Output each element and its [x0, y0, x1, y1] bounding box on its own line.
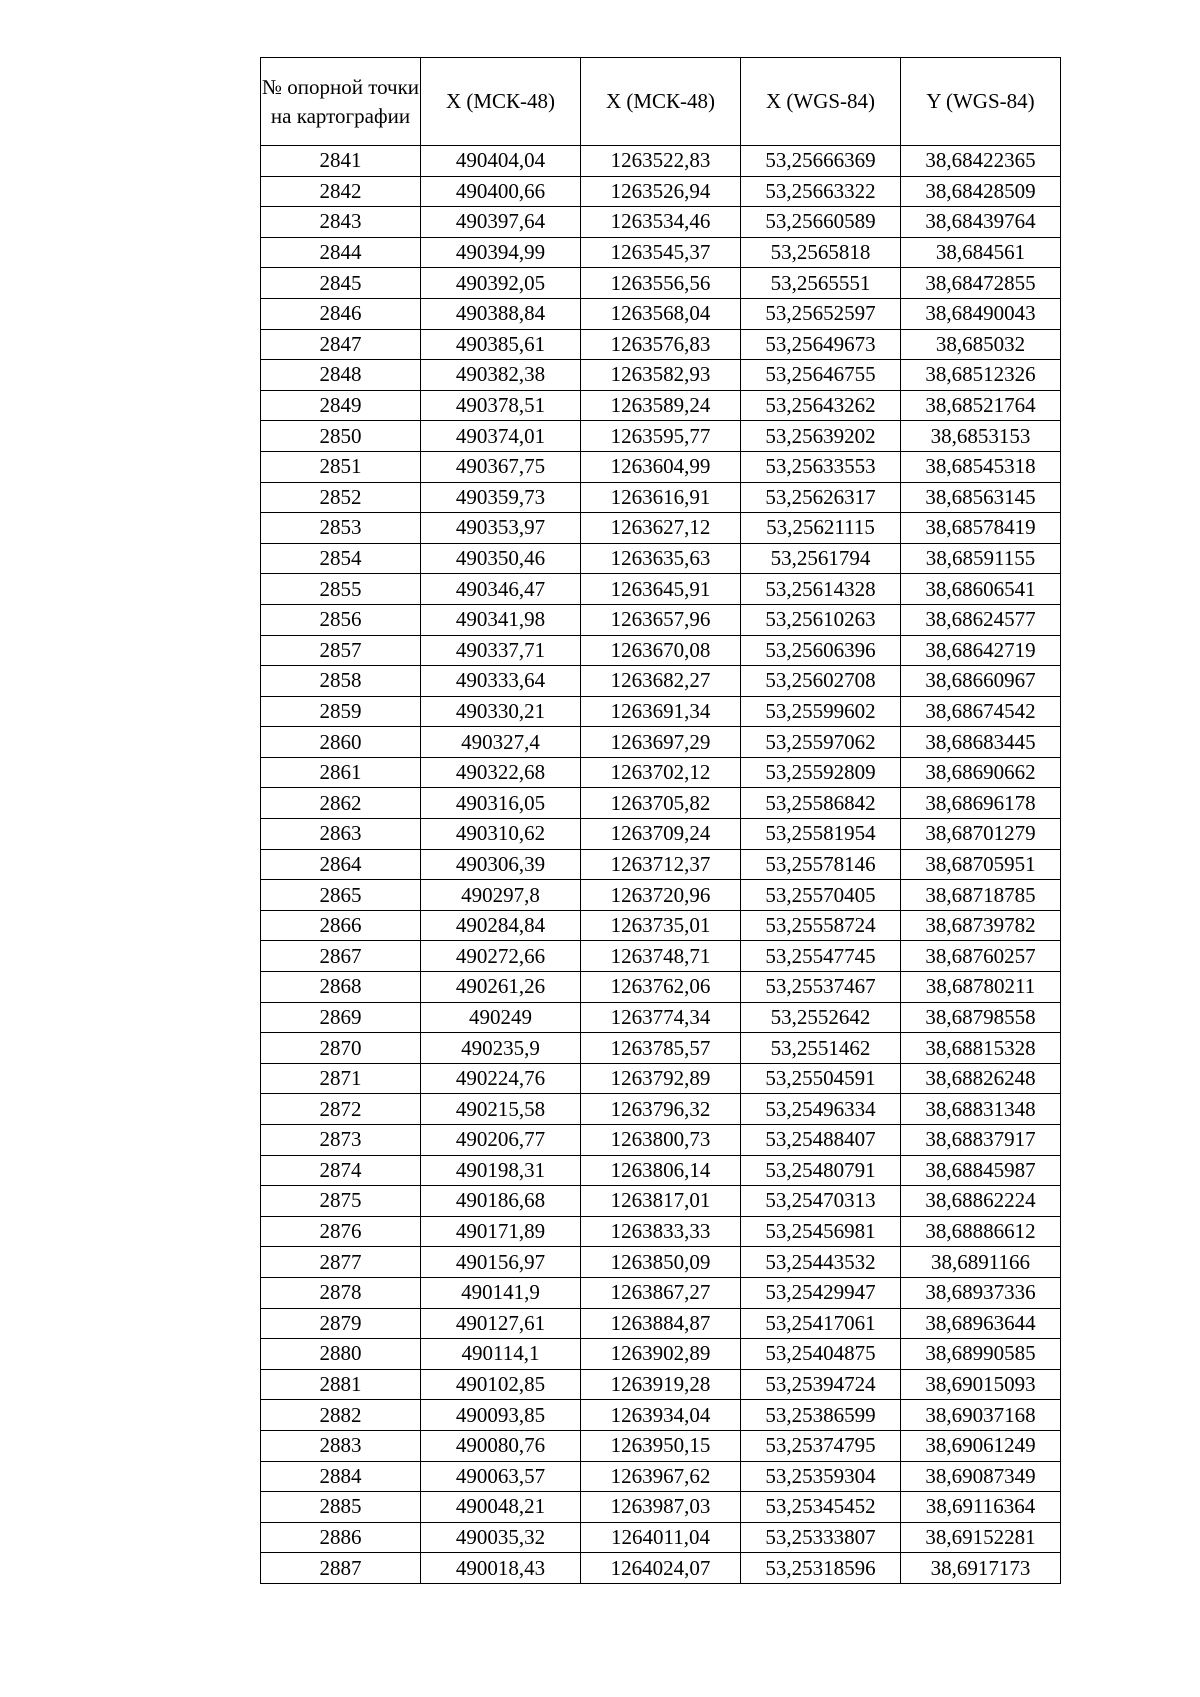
cell-y-wgs84: 38,68739782 — [901, 910, 1061, 941]
cell-y-wgs84: 38,68472855 — [901, 268, 1061, 299]
table-row — [261, 1186, 1061, 1217]
table-row — [261, 1308, 1061, 1339]
cell-x-msk48: 490156,97 — [421, 1247, 581, 1278]
cell-y-wgs84: 38,68642719 — [901, 635, 1061, 666]
cell-x-msk48-second: 1263534,46 — [581, 207, 741, 238]
cell-y-wgs84: 38,68563145 — [901, 482, 1061, 513]
table-row — [261, 268, 1061, 299]
cell-x-msk48-second: 1263902,89 — [581, 1339, 741, 1370]
cell-x-wgs84: 53,25345452 — [741, 1492, 901, 1523]
cell-y-wgs84: 38,68591155 — [901, 543, 1061, 574]
table-row — [261, 513, 1061, 544]
cell-y-wgs84: 38,68428509 — [901, 176, 1061, 207]
cell-x-msk48-second: 1263884,87 — [581, 1308, 741, 1339]
cell-x-msk48: 490102,85 — [421, 1369, 581, 1400]
cell-x-msk48: 490048,21 — [421, 1492, 581, 1523]
cell-point-number: 2848 — [261, 360, 421, 391]
cell-x-wgs84: 53,25586842 — [741, 788, 901, 819]
cell-x-msk48-second: 1263582,93 — [581, 360, 741, 391]
cell-y-wgs84: 38,68439764 — [901, 207, 1061, 238]
cell-point-number: 2886 — [261, 1522, 421, 1553]
cell-x-msk48-second: 1263526,94 — [581, 176, 741, 207]
table-row — [261, 635, 1061, 666]
cell-x-msk48-second: 1263556,56 — [581, 268, 741, 299]
cell-y-wgs84: 38,69152281 — [901, 1522, 1061, 1553]
table-body — [261, 146, 1061, 1584]
cell-x-msk48-second: 1263589,24 — [581, 390, 741, 421]
cell-y-wgs84: 38,68578419 — [901, 513, 1061, 544]
cell-point-number: 2844 — [261, 237, 421, 268]
cell-x-wgs84: 53,2552642 — [741, 1002, 901, 1033]
cell-y-wgs84: 38,68780211 — [901, 972, 1061, 1003]
table-row — [261, 880, 1061, 911]
cell-y-wgs84: 38,68701279 — [901, 819, 1061, 850]
cell-y-wgs84: 38,684561 — [901, 237, 1061, 268]
cell-y-wgs84: 38,68760257 — [901, 941, 1061, 972]
cell-x-wgs84: 53,25558724 — [741, 910, 901, 941]
cell-x-msk48: 490346,47 — [421, 574, 581, 605]
cell-x-msk48: 490327,4 — [421, 727, 581, 758]
table-row — [261, 1002, 1061, 1033]
cell-point-number: 2845 — [261, 268, 421, 299]
cell-x-msk48-second: 1263762,06 — [581, 972, 741, 1003]
cell-x-wgs84: 53,25633553 — [741, 451, 901, 482]
cell-x-msk48: 490063,57 — [421, 1461, 581, 1492]
cell-point-number: 2861 — [261, 757, 421, 788]
cell-x-msk48-second: 1263657,96 — [581, 604, 741, 635]
cell-x-msk48-second: 1263682,27 — [581, 666, 741, 697]
cell-x-msk48-second: 1263576,83 — [581, 329, 741, 360]
cell-x-msk48: 490114,1 — [421, 1339, 581, 1370]
cell-x-wgs84: 53,25480791 — [741, 1155, 901, 1186]
cell-x-msk48-second: 1263867,27 — [581, 1277, 741, 1308]
cell-x-msk48-second: 1263568,04 — [581, 298, 741, 329]
cell-y-wgs84: 38,68512326 — [901, 360, 1061, 391]
cell-point-number: 2841 — [261, 146, 421, 177]
cell-y-wgs84: 38,68422365 — [901, 146, 1061, 177]
cell-point-number: 2874 — [261, 1155, 421, 1186]
cell-x-wgs84: 53,25646755 — [741, 360, 901, 391]
table-row — [261, 727, 1061, 758]
cell-x-msk48: 490316,05 — [421, 788, 581, 819]
table-row — [261, 237, 1061, 268]
cell-x-wgs84: 53,25443532 — [741, 1247, 901, 1278]
cell-y-wgs84: 38,69015093 — [901, 1369, 1061, 1400]
table-row — [261, 1216, 1061, 1247]
cell-x-msk48-second: 1264011,04 — [581, 1522, 741, 1553]
cell-point-number: 2850 — [261, 421, 421, 452]
cell-x-msk48-second: 1263522,83 — [581, 146, 741, 177]
cell-x-wgs84: 53,25643262 — [741, 390, 901, 421]
cell-x-msk48-second: 1263616,91 — [581, 482, 741, 513]
cell-point-number: 2846 — [261, 298, 421, 329]
cell-x-wgs84: 53,25429947 — [741, 1277, 901, 1308]
cell-x-msk48-second: 1263702,12 — [581, 757, 741, 788]
table-row — [261, 1277, 1061, 1308]
cell-y-wgs84: 38,68696178 — [901, 788, 1061, 819]
cell-y-wgs84: 38,68674542 — [901, 696, 1061, 727]
table-row — [261, 482, 1061, 513]
cell-x-msk48-second: 1263987,03 — [581, 1492, 741, 1523]
cell-y-wgs84: 38,68705951 — [901, 849, 1061, 880]
cell-point-number: 2852 — [261, 482, 421, 513]
cell-point-number: 2860 — [261, 727, 421, 758]
table-row — [261, 298, 1061, 329]
cell-y-wgs84: 38,6853153 — [901, 421, 1061, 452]
cell-x-msk48-second: 1263748,71 — [581, 941, 741, 972]
cell-y-wgs84: 38,68886612 — [901, 1216, 1061, 1247]
table-header-row — [261, 58, 1061, 146]
cell-y-wgs84: 38,68798558 — [901, 1002, 1061, 1033]
cell-point-number: 2873 — [261, 1125, 421, 1156]
cell-x-msk48-second: 1263705,82 — [581, 788, 741, 819]
cell-x-wgs84: 53,25581954 — [741, 819, 901, 850]
cell-x-wgs84: 53,25660589 — [741, 207, 901, 238]
cell-x-msk48: 490080,76 — [421, 1430, 581, 1461]
table-row — [261, 1461, 1061, 1492]
cell-x-msk48-second: 1263720,96 — [581, 880, 741, 911]
cell-x-msk48: 490206,77 — [421, 1125, 581, 1156]
cell-x-msk48: 490378,51 — [421, 390, 581, 421]
cell-point-number: 2849 — [261, 390, 421, 421]
cell-x-wgs84: 53,2561794 — [741, 543, 901, 574]
table-row — [261, 543, 1061, 574]
cell-x-msk48-second: 1263712,37 — [581, 849, 741, 880]
cell-x-msk48-second: 1263806,14 — [581, 1155, 741, 1186]
cell-x-wgs84: 53,25359304 — [741, 1461, 901, 1492]
cell-x-wgs84: 53,25602708 — [741, 666, 901, 697]
table-row — [261, 1033, 1061, 1064]
cell-x-wgs84: 53,25626317 — [741, 482, 901, 513]
cell-x-msk48: 490272,66 — [421, 941, 581, 972]
table-row — [261, 1125, 1061, 1156]
cell-point-number: 2842 — [261, 176, 421, 207]
cell-x-wgs84: 53,25639202 — [741, 421, 901, 452]
cell-point-number: 2862 — [261, 788, 421, 819]
cell-y-wgs84: 38,69087349 — [901, 1461, 1061, 1492]
table-row — [261, 972, 1061, 1003]
table-row — [261, 207, 1061, 238]
cell-x-msk48: 490261,26 — [421, 972, 581, 1003]
coordinates-table — [260, 57, 1061, 1584]
cell-x-msk48-second: 1263691,34 — [581, 696, 741, 727]
cell-point-number: 2866 — [261, 910, 421, 941]
cell-y-wgs84: 38,6917173 — [901, 1553, 1061, 1584]
table-row — [261, 1094, 1061, 1125]
table-row — [261, 1369, 1061, 1400]
cell-y-wgs84: 38,685032 — [901, 329, 1061, 360]
cell-x-msk48: 490235,9 — [421, 1033, 581, 1064]
cell-x-msk48-second: 1263792,89 — [581, 1063, 741, 1094]
cell-y-wgs84: 38,68937336 — [901, 1277, 1061, 1308]
cell-point-number: 2863 — [261, 819, 421, 850]
cell-x-msk48-second: 1263800,73 — [581, 1125, 741, 1156]
table-row — [261, 1247, 1061, 1278]
cell-x-wgs84: 53,25488407 — [741, 1125, 901, 1156]
cell-x-wgs84: 53,25606396 — [741, 635, 901, 666]
cell-y-wgs84: 38,68837917 — [901, 1125, 1061, 1156]
cell-x-wgs84: 53,2565818 — [741, 237, 901, 268]
cell-x-msk48-second: 1263967,62 — [581, 1461, 741, 1492]
cell-x-wgs84: 53,2565551 — [741, 268, 901, 299]
cell-point-number: 2885 — [261, 1492, 421, 1523]
table-row — [261, 146, 1061, 177]
cell-point-number: 2881 — [261, 1369, 421, 1400]
cell-x-wgs84: 53,25614328 — [741, 574, 901, 605]
cell-point-number: 2858 — [261, 666, 421, 697]
cell-x-wgs84: 53,25537467 — [741, 972, 901, 1003]
table-row — [261, 176, 1061, 207]
cell-x-msk48: 490171,89 — [421, 1216, 581, 1247]
cell-x-msk48: 490284,84 — [421, 910, 581, 941]
table-row — [261, 849, 1061, 880]
cell-x-msk48: 490035,32 — [421, 1522, 581, 1553]
cell-x-msk48: 490400,66 — [421, 176, 581, 207]
table-row — [261, 1155, 1061, 1186]
cell-point-number: 2865 — [261, 880, 421, 911]
cell-x-msk48: 490093,85 — [421, 1400, 581, 1431]
cell-x-wgs84: 53,25578146 — [741, 849, 901, 880]
cell-y-wgs84: 38,68815328 — [901, 1033, 1061, 1064]
table-row — [261, 451, 1061, 482]
table-row — [261, 941, 1061, 972]
cell-x-msk48: 490341,98 — [421, 604, 581, 635]
cell-x-msk48-second: 1263627,12 — [581, 513, 741, 544]
table-row — [261, 574, 1061, 605]
cell-x-msk48-second: 1263604,99 — [581, 451, 741, 482]
cell-x-wgs84: 53,25404875 — [741, 1339, 901, 1370]
table-row — [261, 788, 1061, 819]
cell-x-msk48: 490337,71 — [421, 635, 581, 666]
cell-point-number: 2876 — [261, 1216, 421, 1247]
cell-x-msk48: 490186,68 — [421, 1186, 581, 1217]
cell-y-wgs84: 38,69037168 — [901, 1400, 1061, 1431]
table-row — [261, 360, 1061, 391]
cell-x-msk48: 490382,38 — [421, 360, 581, 391]
cell-x-msk48-second: 1263774,34 — [581, 1002, 741, 1033]
cell-x-msk48-second: 1263635,63 — [581, 543, 741, 574]
cell-x-msk48: 490374,01 — [421, 421, 581, 452]
table-row — [261, 757, 1061, 788]
cell-y-wgs84: 38,68606541 — [901, 574, 1061, 605]
cell-x-msk48-second: 1263545,37 — [581, 237, 741, 268]
cell-x-msk48-second: 1263735,01 — [581, 910, 741, 941]
cell-y-wgs84: 38,68963644 — [901, 1308, 1061, 1339]
cell-point-number: 2864 — [261, 849, 421, 880]
cell-x-msk48: 490359,73 — [421, 482, 581, 513]
table-row — [261, 604, 1061, 635]
cell-point-number: 2883 — [261, 1430, 421, 1461]
cell-x-msk48: 490404,04 — [421, 146, 581, 177]
table-row — [261, 421, 1061, 452]
cell-x-msk48-second: 1263709,24 — [581, 819, 741, 850]
cell-x-wgs84: 53,25504591 — [741, 1063, 901, 1094]
cell-x-wgs84: 53,25496334 — [741, 1094, 901, 1125]
cell-y-wgs84: 38,69116364 — [901, 1492, 1061, 1523]
cell-point-number: 2870 — [261, 1033, 421, 1064]
header-point-number: № опорной точки на картографии — [261, 58, 421, 146]
header-y-wgs84: Y (WGS-84) — [901, 58, 1061, 146]
cell-point-number: 2868 — [261, 972, 421, 1003]
cell-x-wgs84: 53,25621115 — [741, 513, 901, 544]
cell-point-number: 2856 — [261, 604, 421, 635]
cell-x-msk48-second: 1263919,28 — [581, 1369, 741, 1400]
cell-point-number: 2851 — [261, 451, 421, 482]
cell-x-msk48-second: 1263950,15 — [581, 1430, 741, 1461]
cell-x-msk48: 490322,68 — [421, 757, 581, 788]
cell-x-msk48-second: 1263796,32 — [581, 1094, 741, 1125]
cell-x-msk48: 490306,39 — [421, 849, 581, 880]
cell-y-wgs84: 38,6891166 — [901, 1247, 1061, 1278]
cell-y-wgs84: 38,69061249 — [901, 1430, 1061, 1461]
cell-x-wgs84: 53,25592809 — [741, 757, 901, 788]
cell-y-wgs84: 38,68660967 — [901, 666, 1061, 697]
cell-x-wgs84: 53,25610263 — [741, 604, 901, 635]
cell-y-wgs84: 38,68831348 — [901, 1094, 1061, 1125]
cell-point-number: 2859 — [261, 696, 421, 727]
cell-x-wgs84: 53,25333807 — [741, 1522, 901, 1553]
cell-point-number: 2867 — [261, 941, 421, 972]
table-row — [261, 1553, 1061, 1584]
cell-x-msk48-second: 1263697,29 — [581, 727, 741, 758]
cell-x-msk48: 490333,64 — [421, 666, 581, 697]
cell-x-wgs84: 53,25318596 — [741, 1553, 901, 1584]
cell-point-number: 2871 — [261, 1063, 421, 1094]
cell-point-number: 2882 — [261, 1400, 421, 1431]
cell-y-wgs84: 38,68718785 — [901, 880, 1061, 911]
cell-x-wgs84: 53,25456981 — [741, 1216, 901, 1247]
cell-x-wgs84: 53,25649673 — [741, 329, 901, 360]
cell-x-msk48-second: 1263850,09 — [581, 1247, 741, 1278]
cell-x-wgs84: 53,25470313 — [741, 1186, 901, 1217]
header-x-msk48-second: X (МСК-48) — [581, 58, 741, 146]
cell-y-wgs84: 38,68990585 — [901, 1339, 1061, 1370]
table-row — [261, 696, 1061, 727]
cell-x-wgs84: 53,25597062 — [741, 727, 901, 758]
cell-point-number: 2878 — [261, 1277, 421, 1308]
table-row — [261, 666, 1061, 697]
cell-point-number: 2855 — [261, 574, 421, 605]
cell-point-number: 2869 — [261, 1002, 421, 1033]
cell-x-msk48: 490330,21 — [421, 696, 581, 727]
header-x-msk48: X (МСК-48) — [421, 58, 581, 146]
table-row — [261, 329, 1061, 360]
cell-x-msk48: 490394,99 — [421, 237, 581, 268]
cell-x-msk48: 490224,76 — [421, 1063, 581, 1094]
cell-y-wgs84: 38,68690662 — [901, 757, 1061, 788]
cell-x-msk48: 490198,31 — [421, 1155, 581, 1186]
cell-y-wgs84: 38,68683445 — [901, 727, 1061, 758]
table-row — [261, 1063, 1061, 1094]
table-row — [261, 910, 1061, 941]
cell-y-wgs84: 38,68862224 — [901, 1186, 1061, 1217]
cell-x-wgs84: 53,25652597 — [741, 298, 901, 329]
cell-x-wgs84: 53,2551462 — [741, 1033, 901, 1064]
cell-x-msk48-second: 1263645,91 — [581, 574, 741, 605]
cell-x-wgs84: 53,25666369 — [741, 146, 901, 177]
cell-y-wgs84: 38,68521764 — [901, 390, 1061, 421]
cell-x-wgs84: 53,25570405 — [741, 880, 901, 911]
cell-x-msk48: 490385,61 — [421, 329, 581, 360]
cell-point-number: 2884 — [261, 1461, 421, 1492]
cell-x-msk48: 490249 — [421, 1002, 581, 1033]
cell-x-wgs84: 53,25417061 — [741, 1308, 901, 1339]
cell-x-wgs84: 53,25663322 — [741, 176, 901, 207]
cell-x-msk48: 490350,46 — [421, 543, 581, 574]
cell-x-msk48-second: 1263934,04 — [581, 1400, 741, 1431]
table-row — [261, 1522, 1061, 1553]
cell-x-msk48-second: 1263670,08 — [581, 635, 741, 666]
cell-x-msk48-second: 1263785,57 — [581, 1033, 741, 1064]
cell-x-msk48: 490018,43 — [421, 1553, 581, 1584]
cell-x-wgs84: 53,25547745 — [741, 941, 901, 972]
cell-y-wgs84: 38,68826248 — [901, 1063, 1061, 1094]
cell-point-number: 2872 — [261, 1094, 421, 1125]
cell-x-wgs84: 53,25394724 — [741, 1369, 901, 1400]
cell-x-msk48: 490392,05 — [421, 268, 581, 299]
cell-y-wgs84: 38,68845987 — [901, 1155, 1061, 1186]
cell-x-msk48: 490141,9 — [421, 1277, 581, 1308]
cell-x-wgs84: 53,25374795 — [741, 1430, 901, 1461]
table-row — [261, 819, 1061, 850]
cell-x-msk48: 490397,64 — [421, 207, 581, 238]
cell-x-msk48-second: 1264024,07 — [581, 1553, 741, 1584]
table-row — [261, 1430, 1061, 1461]
table-row — [261, 390, 1061, 421]
header-x-wgs84: X (WGS-84) — [741, 58, 901, 146]
cell-x-msk48-second: 1263833,33 — [581, 1216, 741, 1247]
cell-point-number: 2857 — [261, 635, 421, 666]
cell-y-wgs84: 38,68545318 — [901, 451, 1061, 482]
cell-point-number: 2887 — [261, 1553, 421, 1584]
cell-y-wgs84: 38,68490043 — [901, 298, 1061, 329]
cell-point-number: 2879 — [261, 1308, 421, 1339]
cell-point-number: 2877 — [261, 1247, 421, 1278]
cell-x-wgs84: 53,25599602 — [741, 696, 901, 727]
cell-x-msk48: 490297,8 — [421, 880, 581, 911]
cell-x-msk48-second: 1263595,77 — [581, 421, 741, 452]
table-row — [261, 1339, 1061, 1370]
cell-point-number: 2853 — [261, 513, 421, 544]
cell-point-number: 2843 — [261, 207, 421, 238]
cell-y-wgs84: 38,68624577 — [901, 604, 1061, 635]
cell-x-msk48: 490215,58 — [421, 1094, 581, 1125]
cell-x-msk48: 490310,62 — [421, 819, 581, 850]
cell-x-msk48: 490353,97 — [421, 513, 581, 544]
cell-point-number: 2854 — [261, 543, 421, 574]
cell-x-msk48: 490367,75 — [421, 451, 581, 482]
cell-x-msk48-second: 1263817,01 — [581, 1186, 741, 1217]
table-row — [261, 1492, 1061, 1523]
cell-x-wgs84: 53,25386599 — [741, 1400, 901, 1431]
cell-point-number: 2847 — [261, 329, 421, 360]
cell-point-number: 2880 — [261, 1339, 421, 1370]
cell-point-number: 2875 — [261, 1186, 421, 1217]
cell-x-msk48: 490127,61 — [421, 1308, 581, 1339]
table-row — [261, 1400, 1061, 1431]
cell-x-msk48: 490388,84 — [421, 298, 581, 329]
